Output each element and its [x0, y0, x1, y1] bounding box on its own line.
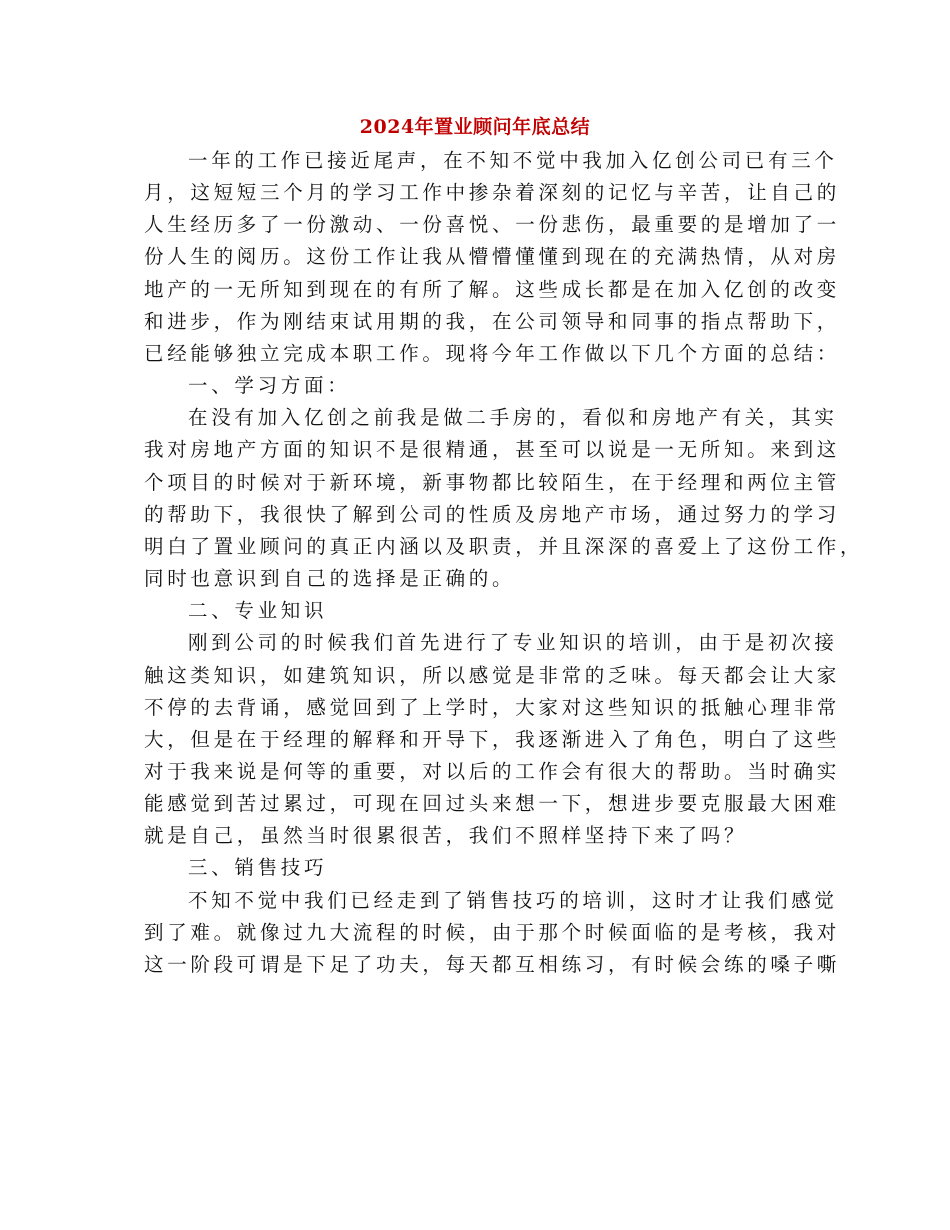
- text-line: 和进步，作为刚结束试用期的我，在公司领导和同事的指点帮助下，: [144, 309, 841, 333]
- section-heading: 一、学习方面：: [188, 374, 351, 398]
- section-heading: 三、销售技巧: [188, 856, 328, 880]
- text-line: 一年的工作已接近尾声，在不知不觉中我加入亿创公司已有三个: [188, 149, 838, 172]
- text-line: 大，但是在于经理的解释和开导下，我逐渐进入了角色，明白了这些: [144, 727, 841, 751]
- text-line: 同时也意识到自己的选择是正确的。: [144, 567, 516, 591]
- text-line: 我对房地产方面的知识不是很精通，甚至可以说是一无所知。来到这: [144, 438, 841, 462]
- text-line: 就是自己，虽然当时很累很苦，我们不照样坚持下来了吗？: [144, 824, 748, 848]
- text-line: 的帮助下，我很快了解到公司的性质及房地产市场，通过努力的学习: [144, 502, 841, 526]
- text-line: 地产的一无所知到现在的有所了解。这些成长都是在加入亿创的改变: [144, 277, 841, 301]
- document-title: 2024年置业顾问年底总结: [359, 116, 591, 138]
- text-line: 人生经历多了一份激动、一份喜悦、一份悲伤，最重要的是增加了一: [144, 213, 841, 237]
- text-line: 能感觉到苦过累过，可现在回过头来想一下，想进步要克服最大困难: [144, 792, 841, 816]
- text-line: 个项目的时候对于新环境，新事物都比较陌生，在于经理和两位主管: [144, 470, 841, 494]
- text-line: 刚到公司的时候我们首先进行了专业知识的培训，由于是初次接: [188, 631, 838, 655]
- text-line: 月，这短短三个月的学习工作中掺杂着深刻的记忆与辛苦，让自己的: [144, 181, 841, 205]
- section-heading: 二、专业知识: [188, 599, 328, 623]
- document-body: [144, 145, 864, 981]
- text-line: 这一阶段可谓是下足了功夫，每天都互相练习，有时候会练的嗓子嘶: [144, 952, 841, 976]
- text-line: 已经能够独立完成本职工作。现将今年工作做以下几个方面的总结：: [144, 341, 841, 365]
- text-line: 明白了置业顾问的真正内涵以及职责，并且深深的喜爱上了这份工作，: [144, 534, 864, 558]
- text-line: 不知不觉中我们已经走到了销售技巧的培训，这时才让我们感觉: [188, 888, 838, 912]
- text-line: 不停的去背诵，感觉回到了上学时，大家对这些知识的抵触心理非常: [144, 695, 841, 719]
- text-line: 对于我来说是何等的重要，对以后的工作会有很大的帮助。当时确实: [144, 759, 841, 783]
- text-line: 在没有加入亿创之前我是做二手房的，看似和房地产有关，其实: [188, 406, 838, 430]
- text-line: 到了难。就像过九大流程的时候，由于那个时候面临的是考核，我对: [144, 920, 841, 944]
- text-line: 份人生的阅历。这份工作让我从懵懵懂懂到现在的充满热情，从对房: [144, 245, 841, 269]
- text-line: 触这类知识，如建筑知识，所以感觉是非常的乏味。每天都会让大家: [144, 663, 841, 687]
